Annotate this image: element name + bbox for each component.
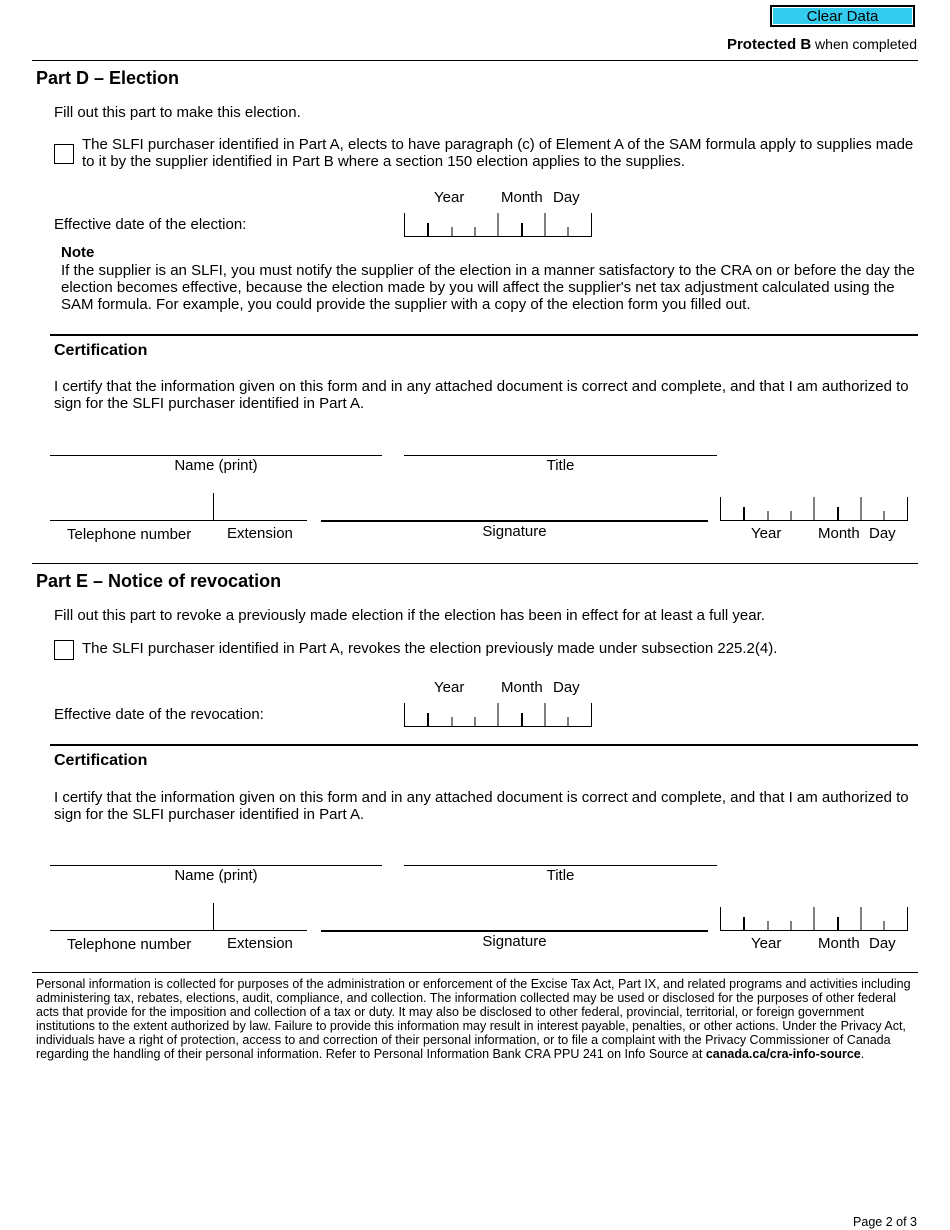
effective-date-label: Effective date of the election: [54, 216, 247, 233]
date-year-label: Year [434, 189, 465, 206]
certification-text: I certify that the information given on this form and in any attached document is correct and complete, and that I am authorized to sign for the SLFI purchaser identified in Part A. [54, 789, 909, 823]
name-print-field[interactable] [50, 455, 382, 456]
date-month-label: Month [501, 679, 543, 696]
revocation-date-input[interactable] [404, 703, 592, 727]
certification-title: Certification [54, 342, 148, 359]
title-label: Title [546, 457, 575, 474]
extension-label: Extension [227, 935, 293, 952]
title-field[interactable] [404, 865, 717, 866]
sig-year-label: Year [751, 935, 782, 952]
date-year-label: Year [434, 679, 465, 696]
revocation-checkbox[interactable] [54, 640, 74, 660]
revocation-date-label: Effective date of the revocation: [54, 706, 264, 723]
certification-title: Certification [54, 752, 148, 769]
note-text: If the supplier is an SLFI, you must notify the supplier of the election in a manner satisfactory to the CRA on or before the day the election becomes effective, because the election made by you will affect the supplier's net tax adjustment calculated using the SAM formula. For example, you could provide the supplier with a copy of the election form you filled out. [61, 262, 915, 313]
revocation-checkbox-text: The SLFI purchaser identified in Part A, revokes the election previously made under subsection 225.2(4). [82, 640, 778, 657]
title-field[interactable] [404, 455, 717, 456]
signature-label: Signature [482, 523, 547, 540]
signature-field[interactable] [321, 520, 708, 522]
name-print-label: Name (print) [174, 457, 258, 474]
part-e-title: Part E – Notice of revocation [36, 571, 282, 591]
privacy-statement: Personal information is collected for purposes of the administration or enforcement of the Excise Tax Act, Part IX, and related programs and activities including administering tax, rebates, elections, audit, compliance, and collection. The information collected may be used or disclosed for the purposes of other federal acts that provide for the imposition and collection of a tax or duty. It may also be disclosed to other federal, provincial, territorial, or foreign government institutions to the extent authorized by law. Failure to provide this information may result in interest payable, penalties, or other actions. Under the Privacy Act, individuals have a right of protection, access to and correction of their personal information, or to file a complaint with the Privacy Commissioner of Canada regarding the handling of their personal information. Refer to Personal Information Bank CRA PPU 241 on Info Source at canada.ca/cra-info-source. [36, 977, 911, 1061]
signature-date-input[interactable] [720, 907, 908, 931]
election-checkbox-text: The SLFI purchaser identified in Part A, elects to have paragraph (c) of Element A of the SAM formula apply to supplies made to it by the supplier identified in Part B where a section 150 election applies to the supplies. [82, 136, 914, 170]
signature-label: Signature [482, 933, 547, 950]
sig-month-label: Month [818, 525, 860, 542]
telephone-label: Telephone number [67, 526, 192, 543]
part-d-title: Part D – Election [36, 68, 180, 88]
part-d-intro: Fill out this part to make this election. [54, 104, 301, 121]
part-e-intro: Fill out this part to revoke a previously made election if the election has been in effect for at least a full year. [54, 607, 765, 624]
election-checkbox[interactable] [54, 144, 74, 164]
sig-year-label: Year [751, 525, 782, 542]
date-month-label: Month [501, 189, 543, 206]
signature-date-input[interactable] [720, 497, 908, 521]
date-day-label: Day [553, 189, 580, 206]
protected-b-label: Protected B when completed [726, 36, 917, 53]
certification-text: I certify that the information given on this form and in any attached document is correct and complete, and that I am authorized to sign for the SLFI purchaser identified in Part A. [54, 378, 909, 412]
date-day-label: Day [553, 679, 580, 696]
extension-label: Extension [227, 525, 293, 542]
divider [50, 744, 918, 746]
name-print-field[interactable] [50, 865, 382, 866]
title-label: Title [546, 867, 575, 884]
divider [32, 972, 918, 973]
sig-month-label: Month [818, 935, 860, 952]
signature-field[interactable] [321, 930, 708, 932]
divider [32, 563, 918, 564]
telephone-field[interactable] [50, 520, 307, 521]
telephone-field[interactable] [50, 930, 307, 931]
info-source-link: canada.ca/cra-info-source [705, 1047, 861, 1061]
note-title: Note [61, 244, 95, 261]
name-print-label: Name (print) [174, 867, 258, 884]
divider [50, 334, 918, 336]
election-date-input[interactable] [404, 213, 592, 237]
divider [32, 60, 918, 61]
telephone-label: Telephone number [67, 936, 192, 953]
clear-data-button[interactable]: Clear Data [770, 5, 915, 27]
sig-day-label: Day [869, 935, 896, 952]
sig-day-label: Day [869, 525, 896, 542]
extension-divider [213, 493, 214, 520]
extension-divider [213, 903, 214, 930]
page-number: Page 2 of 3 [853, 1215, 917, 1229]
